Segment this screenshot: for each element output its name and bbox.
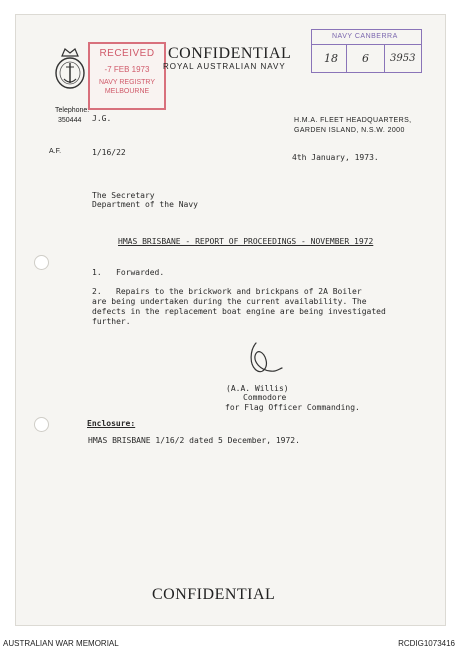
footer-right: RCDIG1073416 [398, 639, 455, 648]
navy-crest-emblem [52, 44, 88, 98]
reference-initials: J.G. [92, 114, 112, 123]
navy-office-stamp-title: NAVY CANBERRA [332, 33, 398, 40]
paragraph-2-line3: defects in the replacement boat engine are being investigated [92, 307, 386, 316]
subject-line: HMAS BRISBANE - REPORT OF PROCEEDINGS - NOVEMBER 1972 [118, 237, 374, 246]
navy-office-stamp-number-a: 18 [324, 52, 338, 65]
received-stamp-title: RECEIVED [99, 48, 155, 59]
paragraph-2-number: 2. [92, 287, 102, 296]
paragraph-2-line1: Repairs to the brickwork and brickpans of 2A Boiler [116, 287, 362, 296]
address-line2: GARDEN ISLAND, N.S.W. 2000 [294, 127, 405, 134]
paragraph-1-text: Forwarded. [116, 268, 165, 277]
paragraph-1-number: 1. [92, 268, 102, 277]
received-stamp-line1: NAVY REGISTRY [98, 79, 156, 86]
punch-hole-upper [34, 255, 49, 270]
received-stamp [88, 42, 166, 110]
telephone-number: 350444 [58, 117, 82, 124]
addressee-line2: Department of the Navy [92, 200, 198, 209]
punch-hole-lower [34, 417, 49, 432]
paragraph-2-line4: further. [92, 317, 131, 326]
enclosure-label: Enclosure: [87, 419, 136, 428]
service-name: ROYAL AUSTRALIAN NAVY [163, 62, 286, 71]
classification-bottom: CONFIDENTIAL [152, 586, 276, 603]
footer-left: AUSTRALIAN WAR MEMORIAL [3, 639, 119, 648]
file-number: 1/16/22 [92, 148, 126, 157]
signatory-name: (A.A. Willis) [226, 384, 289, 393]
signatory-capacity: for Flag Officer Commanding. [225, 403, 360, 412]
enclosure-item: HMAS BRISBANE 1/16/2 dated 5 December, 1972. [88, 436, 300, 445]
paragraph-2-line2: are being undertaken during the current availability. The [92, 297, 367, 306]
af-label: A.F. [49, 148, 62, 155]
document-page [15, 14, 446, 626]
navy-office-stamp-number-c: 3953 [390, 53, 416, 64]
classification-top: CONFIDENTIAL [168, 45, 292, 62]
received-stamp-date: -7 FEB 1973 [104, 65, 150, 74]
telephone-label: Telephone: [55, 107, 90, 114]
address-line1: H.M.A. FLEET HEADQUARTERS, [294, 117, 412, 124]
addressee-line1: The Secretary [92, 191, 155, 200]
navy-office-stamp-number-b: 6 [362, 52, 369, 65]
handwritten-signature [246, 338, 286, 382]
signatory-rank: Commodore [243, 393, 287, 402]
letter-date: 4th January, 1973. [292, 153, 379, 162]
navy-office-stamp [311, 29, 422, 73]
received-stamp-line2: MELBOURNE [104, 88, 150, 95]
